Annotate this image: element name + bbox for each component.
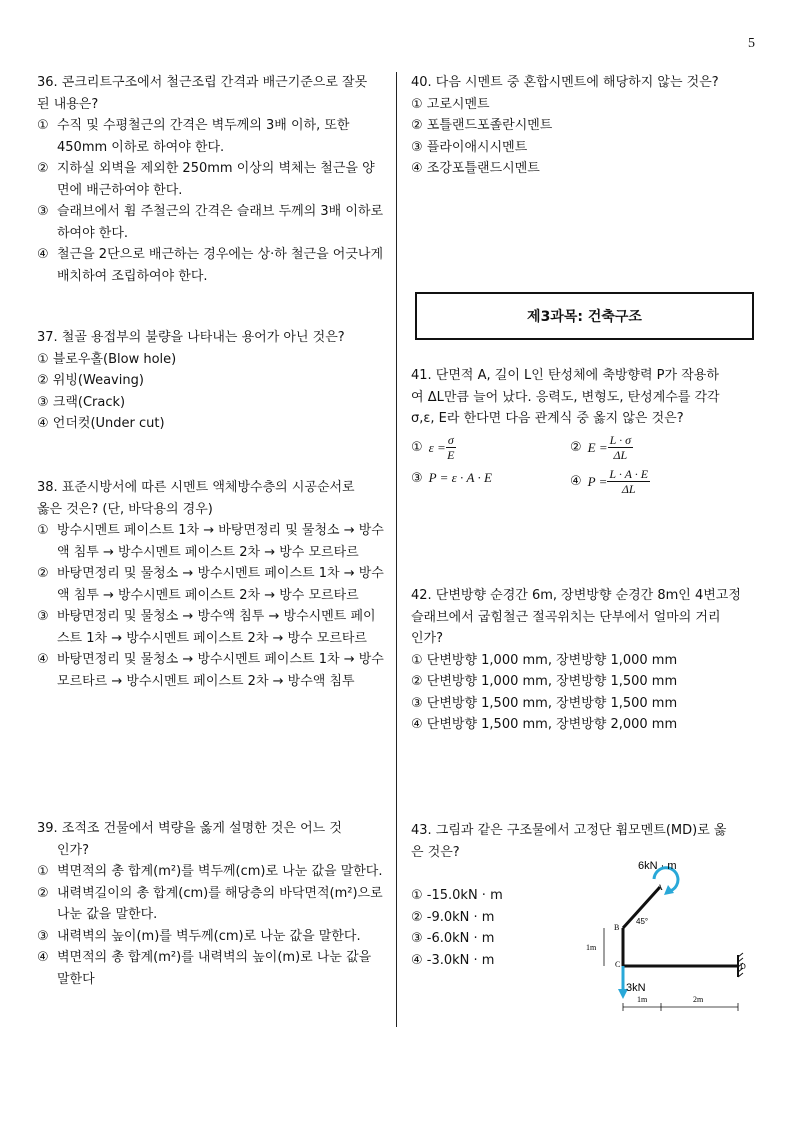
option-1[interactable]: ① ε = $\frac{\sigma}{E}$ xyxy=(411,433,455,462)
question-stem: 38. 표준시방서에 따른 시멘트 액체방수층의 시공순서로 옳은 것은? (단, 바닥용의 경우) xyxy=(37,480,355,517)
column-divider xyxy=(396,72,397,1027)
option-4[interactable]: ④ 바탕면정리 및 물청소 → 방수시멘트 페이스트 1차 → 방수 모르타르 → 방수시멘트 페이스트 2차 → 방수액 침투 xyxy=(37,652,384,689)
span1-label: 1m xyxy=(637,995,648,1004)
fraction: $\frac{L \cdot A \cdot E}{\Delta L}$ xyxy=(609,467,649,496)
question-41 xyxy=(411,365,761,430)
option-2[interactable]: ② 위빙(Weaving) xyxy=(37,373,144,388)
option-2[interactable]: ② 지하실 외벽을 제외한 250mm 이상의 벽체는 철근을 양면에 배근하여야 한다. xyxy=(37,161,375,198)
option-3[interactable]: ③ 바탕면정리 및 물청소 → 방수액 침투 → 방수시멘트 페이스트 1차 → 방수시멘트 페이스트 2차 → 방수 모르타르 xyxy=(37,609,376,646)
option-4[interactable]: ④ 언더컷(Under cut) xyxy=(37,416,165,431)
option-4[interactable]: ④ -3.0kN · m xyxy=(411,952,495,968)
option-4[interactable]: ④ 벽면적의 총 합계(m²)를 내력벽의 높이(m)로 나눈 값을 말한다 xyxy=(37,950,372,987)
moment-label: 6kN · m xyxy=(638,860,677,872)
option-4[interactable]: ④ 단변방향 1,500 mm, 장변방향 2,000 mm xyxy=(411,717,678,732)
option-2[interactable]: ② 바탕면정리 및 물청소 → 방수시멘트 페이스트 1차 → 방수액 침투 → 방수시멘트 페이스트 2차 → 방수 모르타르 xyxy=(37,566,384,603)
question-40 xyxy=(411,72,761,180)
option-2[interactable]: ② -9.0kN · m xyxy=(411,909,495,925)
question-stem: 42. 단변방향 순경간 6m, 장변방향 순경간 8m인 4변고정 슬래브에서 굽힘철근 절곡위치는 단부에서 얼마의 거리 인가? xyxy=(411,588,741,646)
option-1[interactable]: ① 고로시멘트 xyxy=(411,96,490,112)
option-3[interactable]: ③ 슬래브에서 휨 주철근의 간격은 슬래브 두께의 3배 이하로 하여야 한다. xyxy=(37,204,384,241)
node-b-label: B xyxy=(614,923,620,932)
angle-label: 45° xyxy=(636,917,649,926)
option-3[interactable]: ③ 플라이애시시멘트 xyxy=(411,139,528,155)
option-4[interactable]: ④ P = $\frac{L \cdot A \cdot E}{\Delta L}$ xyxy=(570,467,649,496)
option-1[interactable]: ① 단변방향 1,000 mm, 장변방향 1,000 mm xyxy=(411,652,678,668)
question-42 xyxy=(411,585,761,736)
section-title: 제3과목: 건축구조 xyxy=(415,292,754,340)
option-1[interactable]: ① 방수시멘트 페이스트 1차 → 바탕면정리 및 물청소 → 방수액 침투 → 방수시멘트 페이스트 2차 → 방수 모르타르 xyxy=(37,523,384,560)
option-3[interactable]: ③ -6.0kN · m xyxy=(411,931,495,946)
option-2[interactable]: ② E = $\frac{L \cdot \sigma}{\Delta L}$ xyxy=(570,433,631,462)
option-2[interactable]: ② 내력벽길이의 총 합계(cm)를 해당층의 바닥면적(m²)으로 나눈 값을 말한다. xyxy=(37,885,383,922)
option-1[interactable]: ① 수직 및 수평철근의 간격은 벽두께의 3배 이하, 또한 450mm 이하로 하여야 한다. xyxy=(37,118,350,155)
question-stem: 39. 조적조 건물에서 벽량을 옳게 설명한 것은 어느 것 인가? xyxy=(37,821,342,858)
page-number: 5 xyxy=(748,36,755,51)
height-label: 1m xyxy=(586,943,597,952)
span2-label: 2m xyxy=(693,995,704,1004)
node-d-label: D xyxy=(740,962,746,971)
question-stem: 43. 그림과 같은 구조물에서 고정단 휨모멘트(MD)로 옳 은 것은? xyxy=(411,823,727,860)
fraction: $\frac{L \cdot \sigma}{\Delta L}$ xyxy=(609,433,631,462)
node-a-label: A xyxy=(657,883,663,892)
option-4[interactable]: ④ 철근을 2단으로 배근하는 경우에는 상·하 철근을 어긋나게 배치하여 조립하여야 한다. xyxy=(37,247,384,284)
fraction: $\frac{\sigma}{E}$ xyxy=(447,433,455,462)
option-3[interactable]: ③ 크랙(Crack) xyxy=(37,394,126,410)
option-2[interactable]: ② 단변방향 1,000 mm, 장변방향 1,500 mm xyxy=(411,674,678,689)
load-label-text: 3kN xyxy=(626,982,646,994)
option-3[interactable]: ③ 내력벽의 높이(m)를 벽두께(cm)로 나눈 값을 말한다. xyxy=(37,928,361,944)
question-39 xyxy=(37,818,387,990)
structure-figure xyxy=(580,855,760,1020)
option-1[interactable]: ① 벽면적의 총 합계(m²)를 벽두께(cm)로 나눈 값을 말한다. xyxy=(37,864,383,879)
option-4[interactable]: ④ 조강포틀랜드시멘트 xyxy=(411,161,540,176)
question-36 xyxy=(37,72,387,287)
question-37 xyxy=(37,327,387,435)
question-stem: 36. 콘크리트구조에서 철근조립 간격과 배근기준으로 잘못 된 내용은? xyxy=(37,75,368,112)
question-stem: 37. 철골 용접부의 불량을 나타내는 용어가 아닌 것은? xyxy=(37,330,345,345)
option-1[interactable]: ① -15.0kN · m xyxy=(411,888,503,903)
question-stem: 40. 다음 시멘트 중 혼합시멘트에 해당하지 않는 것은? xyxy=(411,75,719,90)
option-3[interactable]: ③ 단변방향 1,500 mm, 장변방향 1,500 mm xyxy=(411,695,678,711)
question-stem: 41. 단면적 A, 길이 L인 탄성체에 축방향력 P가 작용하 여 ΔL만큼 늘어 났다. 응력도, 변형도, 탄성계수를 각각 σ,ε, E라 한다면 다음 관계식 중 옳지 않은 것은? xyxy=(411,368,720,426)
question-38 xyxy=(37,477,387,692)
option-2[interactable]: ② 포틀랜드포졸란시멘트 xyxy=(411,118,553,133)
node-c-label: C xyxy=(615,960,621,969)
option-3[interactable]: ③ P = ε · A · E xyxy=(411,470,492,486)
option-1[interactable]: ① 블로우홀(Blow hole) xyxy=(37,351,177,367)
